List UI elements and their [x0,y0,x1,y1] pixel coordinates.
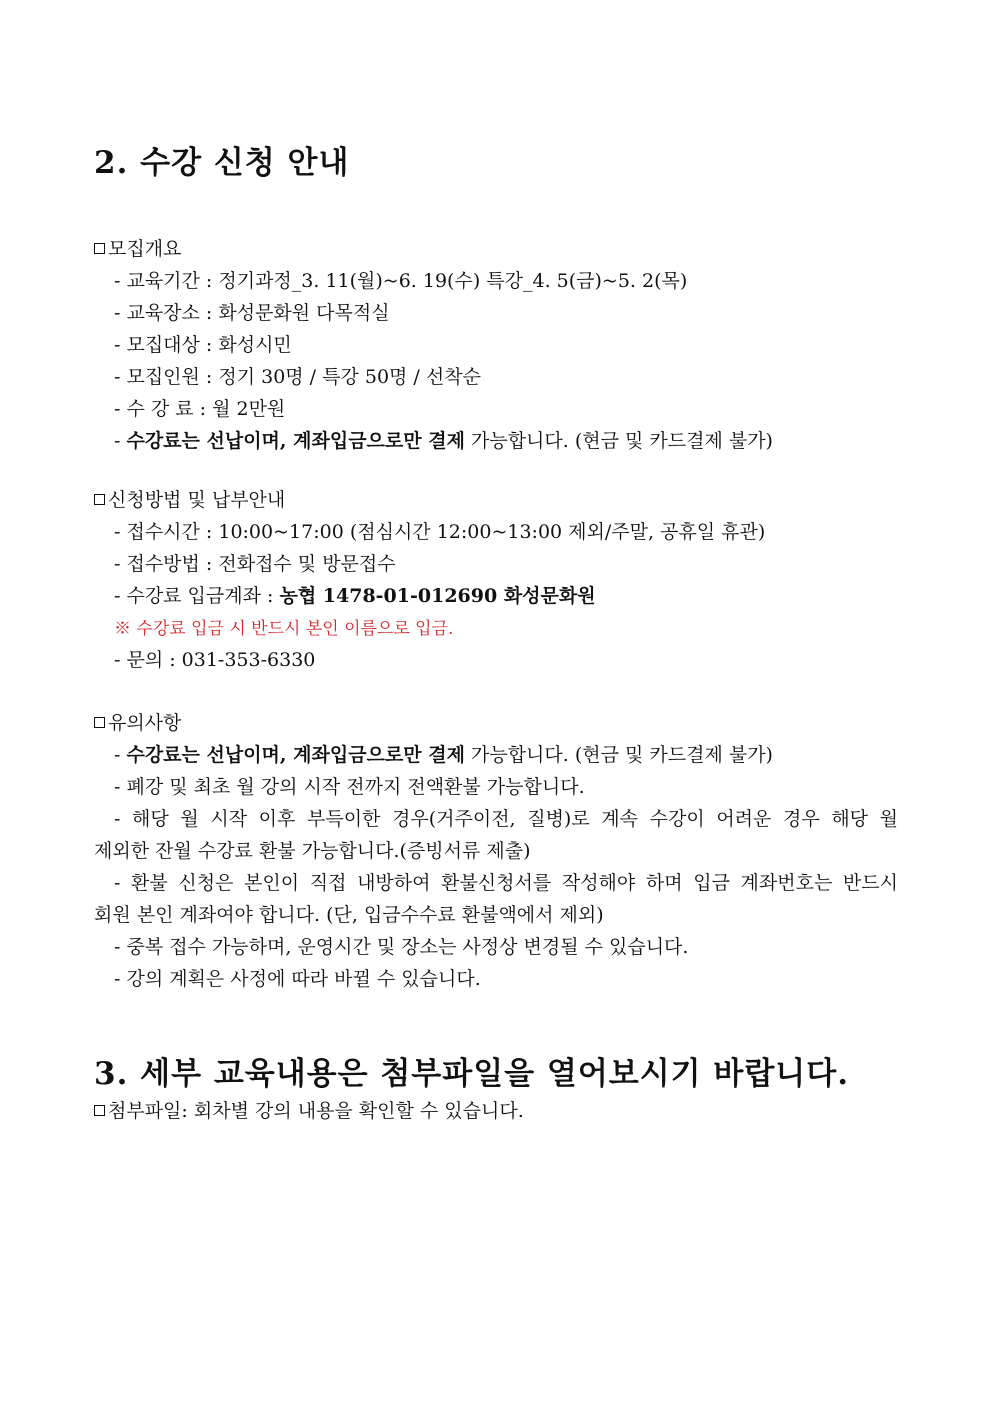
checkbox-square-icon [94,494,105,505]
caution-refund2-line1: - 해당 월 시작 이후 부득이한 경우(거주이전, 질병)로 계속 수강이 어려운 경우 해당 월 [114,808,898,830]
recruit-target: - 모집대상 : 화성시민 [114,334,292,356]
apply-contact: - 문의 : 031-353-6330 [114,649,316,671]
caution-refund3-line1: - 환불 신청은 본인이 직접 내방하여 환불신청서를 작성해야 하며 입금 계좌번호는 반드시 [114,872,898,894]
recruit-count: - 모집인원 : 정기 30명 / 특강 50명 / 선착순 [114,366,481,388]
recruit-fee: - 수 강 료 : 월 2만원 [114,398,286,420]
recruit-prepay: - 수강료는 선납이며, 계좌입금으로만 결제 가능합니다. (현금 및 카드결제 불가) [114,430,773,452]
attachment-note: 첨부파일: 회차별 강의 내용을 확인할 수 있습니다. [94,1096,524,1126]
apply-heading: 신청방법 및 납부안내 [94,485,285,515]
caution-refund3-line2: 회원 본인 계좌여야 합니다. (단, 입금수수료 환불액에서 제외) [94,904,604,926]
caution-duplicate: - 중복 접수 가능하며, 운영시간 및 장소는 사정상 변경될 수 있습니다. [114,936,689,958]
caution-plan: - 강의 계획은 사정에 따라 바뀔 수 있습니다. [114,968,481,990]
section3-title: 3. 세부 교육내용은 첨부파일을 열어보시기 바랍니다. [94,1056,849,1092]
apply-note: ※ 수강료 입금 시 반드시 본인 이름으로 입금. [114,619,454,639]
apply-hours: - 접수시간 : 10:00~17:00 (점심시간 12:00~13:00 제외/주말, 공휴일 휴관) [114,521,766,543]
checkbox-square-icon [94,717,105,728]
recruit-period: - 교육기간 : 정기과정_3. 11(월)~6. 19(수) 특강_4. 5(금)~5. 2(목) [114,270,688,292]
caution-heading: 유의사항 [94,708,181,738]
apply-method: - 접수방법 : 전화접수 및 방문접수 [114,553,396,575]
caution-prepay: - 수강료는 선납이며, 계좌입금으로만 결제 가능합니다. (현금 및 카드결제 불가) [114,744,773,766]
checkbox-square-icon [94,243,105,254]
apply-account: - 수강료 입금계좌 : 농협 1478-01-012690 화성문화원 [114,585,596,607]
caution-refund2-line2: 제외한 잔월 수강료 환불 가능합니다.(증빙서류 제출) [94,840,531,862]
caution-refund1: - 폐강 및 최초 월 강의 시작 전까지 전액환불 가능합니다. [114,776,585,798]
recruit-place: - 교육장소 : 화성문화원 다목적실 [114,302,390,324]
recruit-heading: 모집개요 [94,234,181,264]
checkbox-square-icon [94,1105,105,1116]
section2-title: 2. 수강 신청 안내 [94,145,350,181]
